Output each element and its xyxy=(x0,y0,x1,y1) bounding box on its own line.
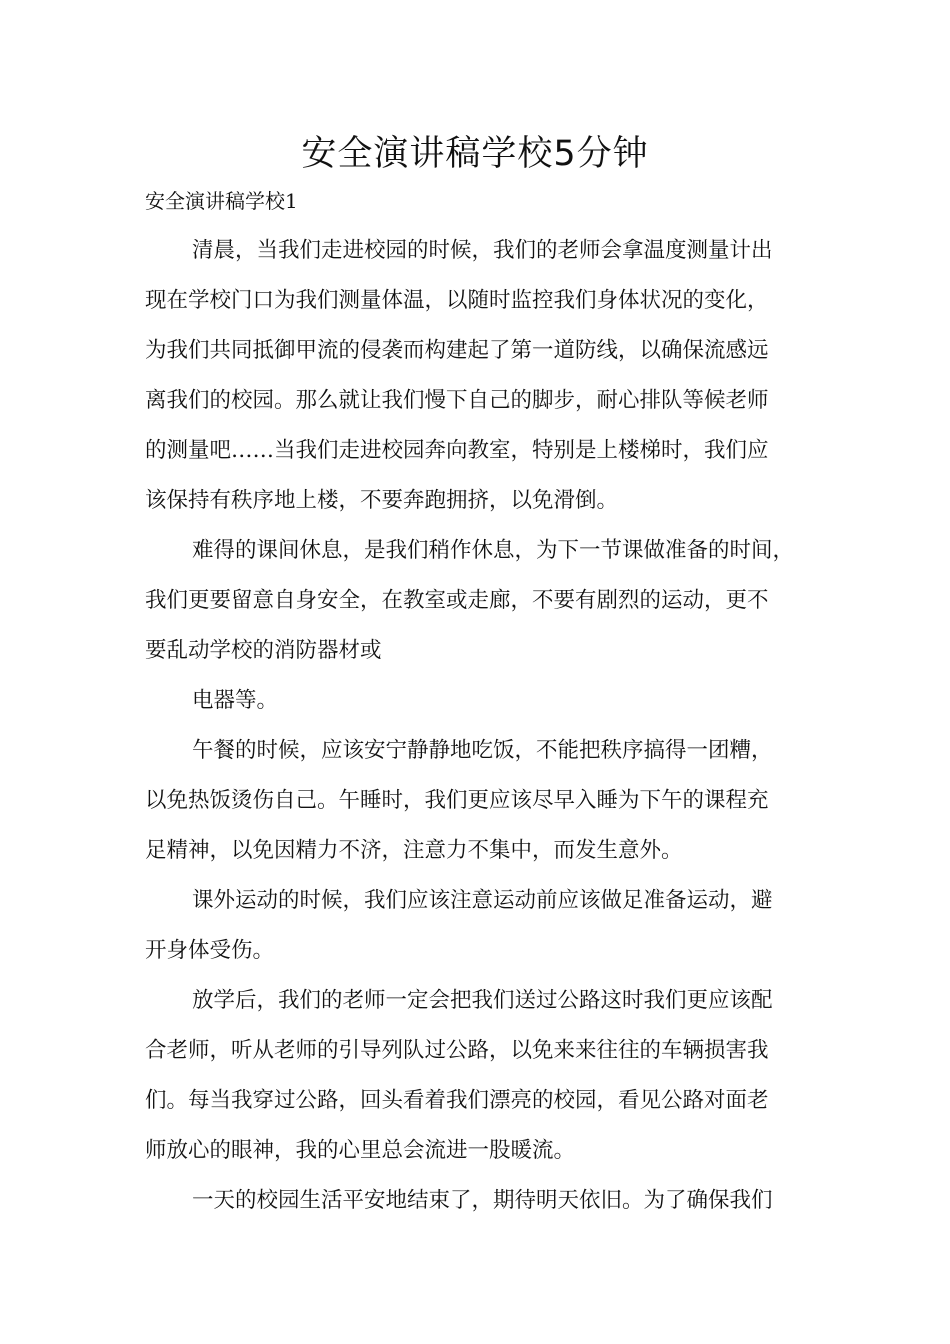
text-line: 电器等。 xyxy=(192,688,279,713)
text-line: 清晨，当我们走进校园的时候，我们的老师会拿温度测量计出 xyxy=(192,238,773,263)
text-line: 足精神，以免因精力不济，注意力不集中，而发生意外。 xyxy=(145,838,683,863)
text-line: 课外运动的时候，我们应该注意运动前应该做足准备运动，避 xyxy=(192,888,773,913)
text-line: 放学后，我们的老师一定会把我们送过公路这时我们更应该配 xyxy=(192,988,773,1013)
text-line: 师放心的眼神，我的心里总会流进一股暖流。 xyxy=(145,1138,576,1163)
text-line: 的测量吧……当我们走进校园奔向教室，特别是上楼梯时，我们应 xyxy=(145,438,769,463)
text-line: 离我们的校园。那么就让我们慢下自己的脚步，耐心排队等候老师 xyxy=(145,388,769,413)
text-line: 难得的课间休息，是我们稍作休息，为下一节课做准备的时间， xyxy=(192,538,795,563)
text-line: 为我们共同抵御甲流的侵袭而构建起了第一道防线，以确保流感远 xyxy=(145,338,769,363)
text-line: 要乱动学校的消防器材或 xyxy=(145,638,382,663)
text-line: 午餐的时候，应该安宁静静地吃饭，不能把秩序搞得一团糟， xyxy=(192,738,773,763)
text-line: 以免热饭烫伤自己。午睡时，我们更应该尽早入睡为下午的课程充 xyxy=(145,788,769,813)
text-line: 现在学校门口为我们测量体温，以随时监控我们身体状况的变化， xyxy=(145,288,769,313)
document-title: 安全演讲稿学校5分钟 xyxy=(301,134,649,174)
text-line: 们。每当我穿过公路，回头看着我们漂亮的校园，看见公路对面老 xyxy=(145,1088,769,1113)
text-line: 合老师，听从老师的引导列队过公路，以免来来往往的车辆损害我 xyxy=(145,1038,769,1063)
section-heading: 安全演讲稿学校1 xyxy=(145,189,298,213)
text-line: 开身体受伤。 xyxy=(145,938,275,963)
text-line: 一天的校园生活平安地结束了，期待明天依旧。为了确保我们 xyxy=(192,1188,773,1213)
text-line: 该保持有秩序地上楼，不要奔跑拥挤，以免滑倒。 xyxy=(145,488,619,513)
text-line: 我们更要留意自身安全，在教室或走廊，不要有剧烈的运动，更不 xyxy=(145,588,769,613)
